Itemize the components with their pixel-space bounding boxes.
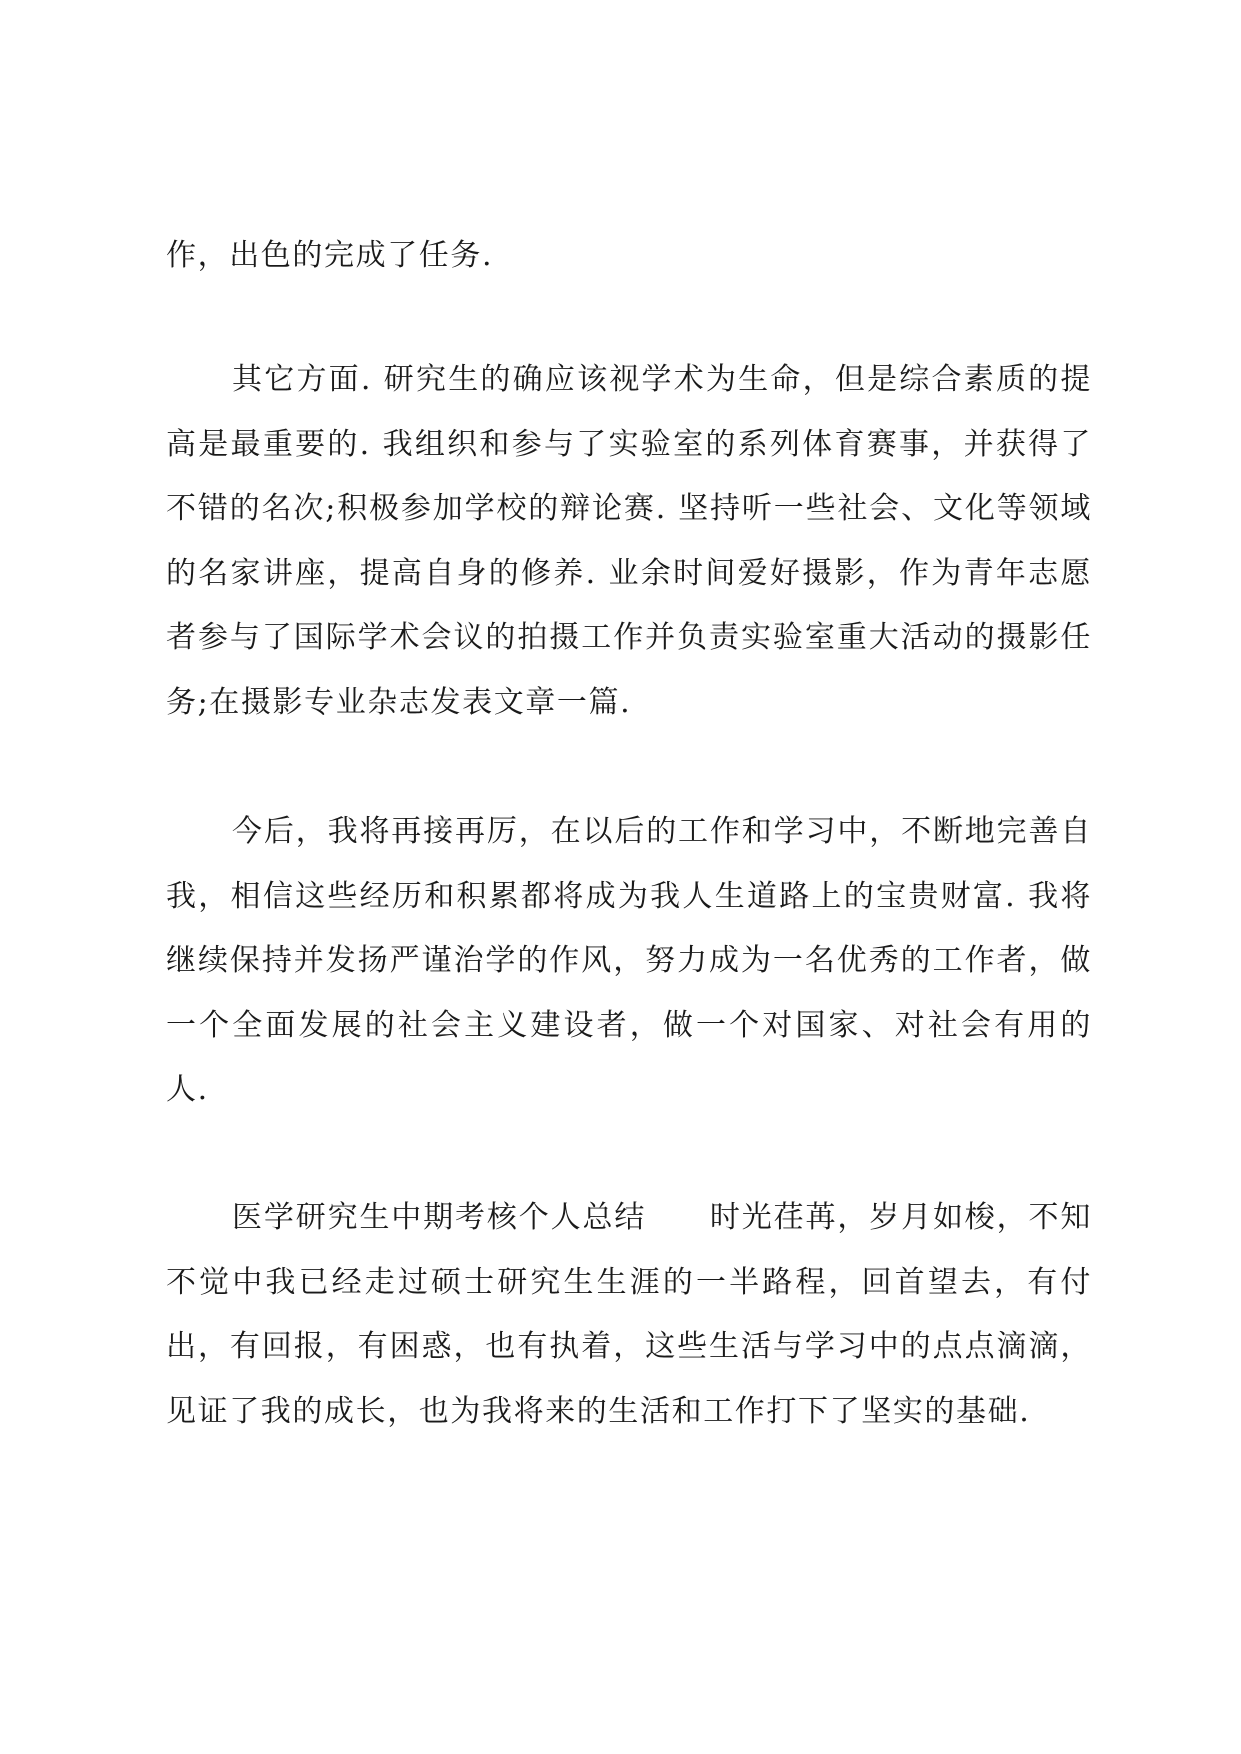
paragraph-other-aspects: 其它方面. 研究生的确应该视学术为生命，但是综合素质的提高是最重要的. 我组织和参与了实验室的系列体育赛事，并获得了不错的名次;积极参加学校的辩论赛. 坚持听一些社会、文化等领域的名家讲座，提高自身的修养. 业余时间爱好摄影，作为青年志愿者参与了国际学术会议的拍摄工作并负责实验室重大活动的摄影任务;在摄影专业杂志发表文章一篇. [166, 362, 1092, 720]
paragraph-continuation: 作，出色的完成了任务. [166, 238, 494, 273]
paragraph-midterm-summary: 医学研究生中期考核个人总结 时光荏苒，岁月如梭，不知不觉中我已经走过硕士研究生生涯的一半路程，回首望去，有付出，有回报，有困惑，也有执着，这些生活与学习中的点点滴滴，见证了我的成长，也为我将来的生活和工作打下了坚实的基础. [166, 1200, 1092, 1429]
paragraph-future-plans: 今后，我将再接再厉，在以后的工作和学习中，不断地完善自我，相信这些经历和积累都将成为我人生道路上的宝贵财富. 我将继续保持并发扬严谨治学的作风，努力成为一名优秀的工作者，做一个全面发展的社会主义建设者，做一个对国家、对社会有用的人. [166, 814, 1092, 1107]
